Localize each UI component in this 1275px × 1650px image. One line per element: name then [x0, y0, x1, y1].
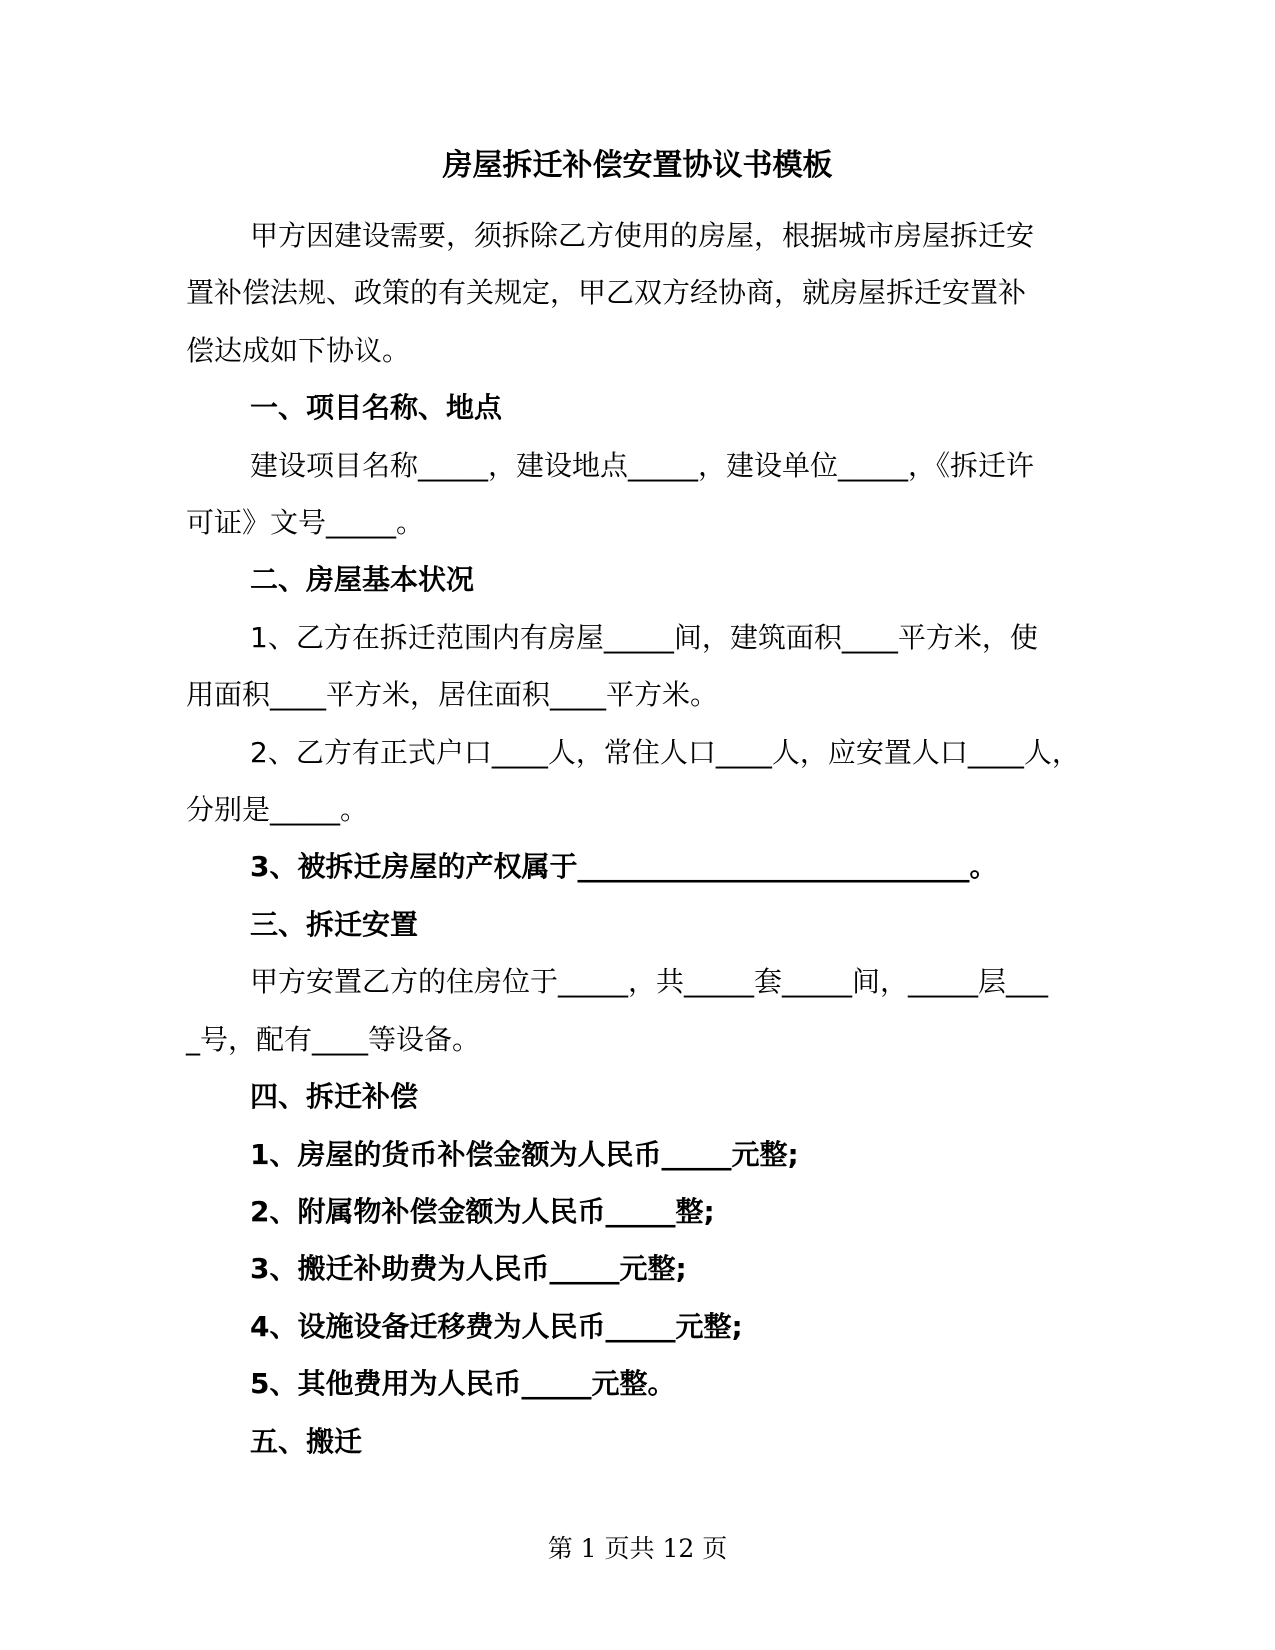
section-2-item-3: 3、被拆迁房屋的产权属于____________________________。	[250, 850, 998, 884]
section-heading-2: 二、房屋基本状况	[250, 563, 475, 597]
section-heading-3: 三、拆迁安置	[250, 907, 419, 941]
document-body	[186, 207, 1106, 1470]
page-footer: 第 1 页共 12 页	[547, 1534, 728, 1563]
section-3-line: _号，配有____等设备。	[186, 1022, 481, 1056]
section-2-item-1-line: 用面积____平方米，居住面积____平方米。	[186, 678, 719, 712]
section-2-item-2-line: 2、乙方有正式户口____人，常住人口____人，应安置人口____人，	[250, 735, 1080, 769]
section-1-line: 建设项目名称_____，建设地点_____，建设单位_____，《拆迁许	[250, 448, 1035, 482]
section-2-item-2-line: 分别是_____。	[186, 793, 369, 827]
section-4-item: 3、搬迁补助费为人民币_____元整;	[250, 1252, 687, 1286]
section-4-item: 5、其他费用为人民币_____元整。	[250, 1367, 676, 1401]
section-1-line: 可证》文号_____。	[186, 506, 425, 540]
section-heading-4: 四、拆迁补偿	[250, 1080, 419, 1114]
document-title: 房屋拆迁补偿安置协议书模板	[442, 148, 833, 183]
section-3-line: 甲方安置乙方的住房位于_____，共_____套_____间，_____层___	[250, 965, 1049, 999]
intro-line: 甲方因建设需要，须拆除乙方使用的房屋，根据城市房屋拆迁安	[250, 219, 1035, 252]
section-heading-1: 一、项目名称、地点	[250, 391, 503, 425]
section-2-item-1-line: 1、乙方在拆迁范围内有房屋_____间，建筑面积____平方米，使	[250, 620, 1038, 654]
section-4-item: 1、房屋的货币补偿金额为人民币_____元整;	[250, 1137, 799, 1171]
section-heading-5: 五、搬迁	[250, 1424, 363, 1458]
intro-line: 偿达成如下协议。	[186, 333, 411, 367]
intro-line: 置补偿法规、政策的有关规定，甲乙双方经协商，就房屋拆迁安置补	[186, 276, 1027, 310]
section-4-item: 2、附属物补偿金额为人民币_____整;	[250, 1194, 715, 1228]
section-4-item: 4、设施设备迁移费为人民币_____元整;	[250, 1309, 743, 1343]
